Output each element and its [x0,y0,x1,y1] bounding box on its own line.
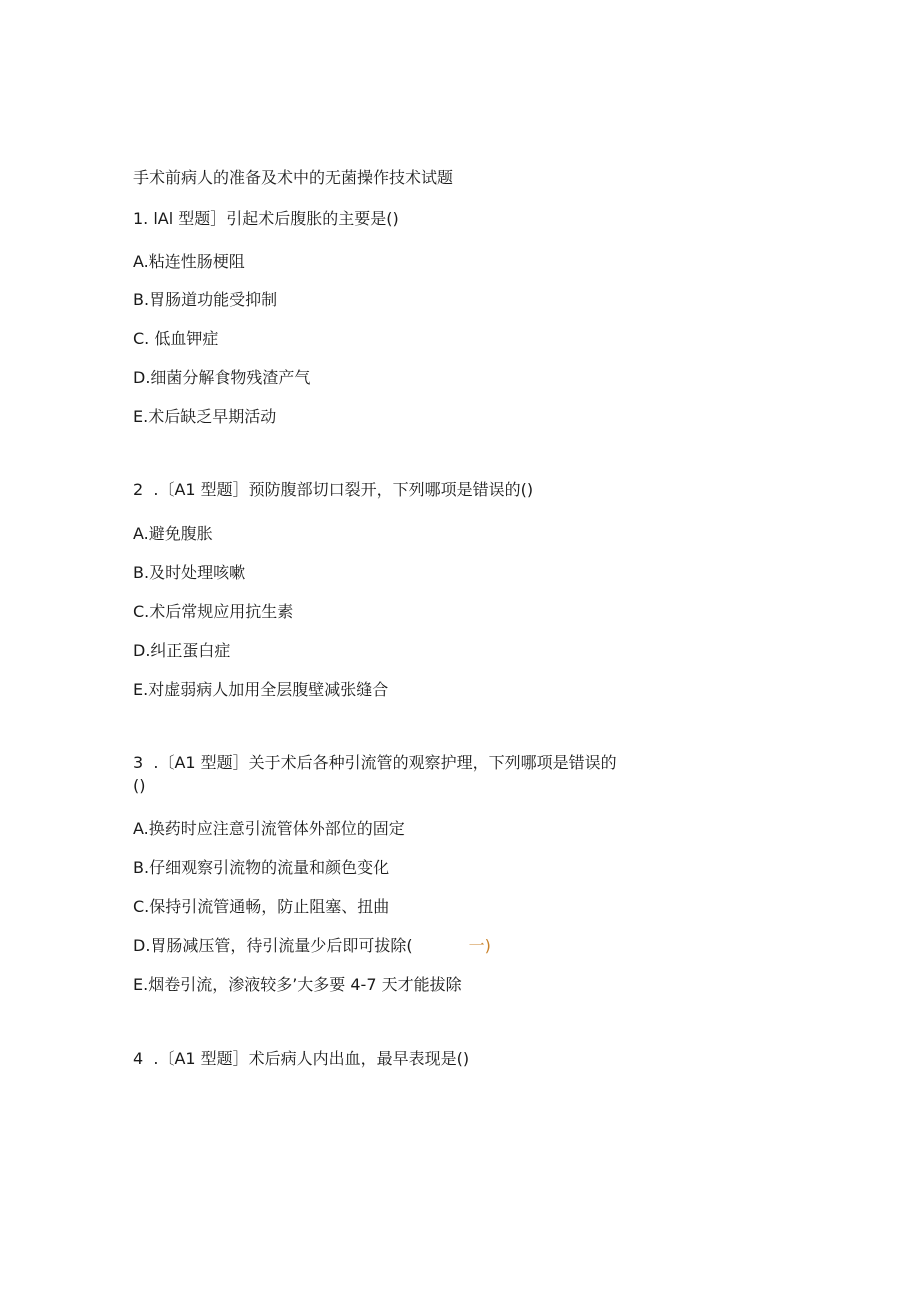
question-2-stem: 2 .〔A1 型题］预防腹部切口裂开，下列哪项是错误的() [133,480,534,499]
question-3-option-d-text: D.胃肠减压管，待引流量少后即可拔除( [133,936,413,955]
question-3-option-b: B.仔细观察引流物的流量和颜色变化 [133,858,390,877]
page-title: 手术前病人的准备及术中的无菌操作技术试题 [133,168,454,187]
question-2-option-c: C.术后常规应用抗生素 [133,602,294,621]
question-1-option-a: A.粘连性肠梗阻 [133,252,245,271]
question-1-option-e: E.术后缺乏早期活动 [133,407,277,426]
question-1-option-c: C. 低血钾症 [133,329,219,348]
question-1-stem: 1. lAl 型题］引起术后腹胀的主要是() [133,209,399,228]
question-3-option-d-mark: 一) [468,936,491,955]
question-1-option-d: D.细菌分解食物残渣产气 [133,368,311,387]
question-3-option-d [133,936,491,956]
question-2-option-b: B.及时处理咳嗽 [133,563,246,582]
question-4-stem: 4 .〔A1 型题］术后病人内出血，最早表现是() [133,1049,470,1068]
question-2-option-a: A.避免腹胀 [133,524,213,543]
question-3-option-a: A.换药时应注意引流管体外部位的固定 [133,819,405,838]
question-3-stem-continuation: () [133,776,146,795]
question-3-option-e: E.烟卷引流，渗液较多’大多要 4-7 天才能拔除 [133,975,462,994]
question-1-option-b: B.胃肠道功能受抑制 [133,290,278,309]
question-3-stem: 3 .〔A1 型题］关于术后各种引流管的观察护理，下列哪项是错误的 [133,753,617,772]
question-3-option-c: C.保持引流管通畅，防止阻塞、扭曲 [133,897,390,916]
question-2-option-e: E.对虚弱病人加用全层腹壁减张缝合 [133,680,389,699]
question-2-option-d: D.纠正蛋白症 [133,641,231,660]
